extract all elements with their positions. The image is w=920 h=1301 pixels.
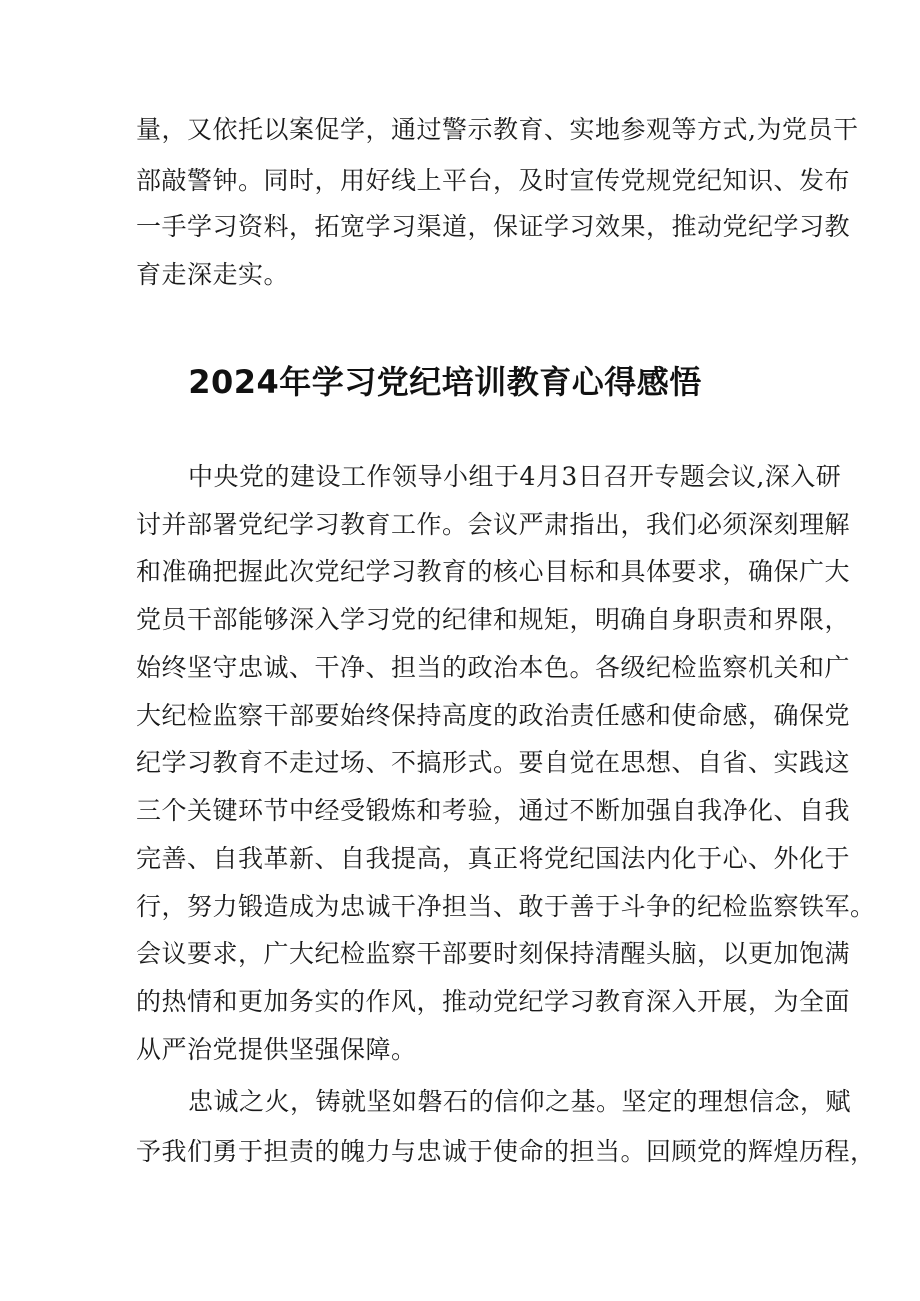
paragraph-top-line: 一手学习资料，拓宽学习渠道，保证学习效果，推动党纪学习教 xyxy=(136,212,851,241)
paragraph-1-line: 大纪检监察干部要始终保持高度的政治责任感和使命感，确保党 xyxy=(136,701,851,730)
document-title-text: 2024年学习党纪培训教育心得感悟 xyxy=(188,363,702,401)
paragraph-1-line: 会议要求，广大纪检监察干部要时刻保持清醒头脑，以更加饱满 xyxy=(136,939,851,968)
paragraph-1-line: 讨并部署党纪学习教育工作。会议严肃指出，我们必须深刻理解 xyxy=(136,510,851,539)
document-title xyxy=(0,360,920,404)
paragraph-2-line: 予我们勇于担责的魄力与忠诚于使命的担当。回顾党的辉煌历程， xyxy=(136,1137,876,1166)
paragraph-1-line: 行，努力锻造成为忠诚干净担当、敢于善于斗争的纪检监察铁军。 xyxy=(136,892,876,921)
paragraph-1-line: 中央党的建设工作领导小组于4月3日召开专题会议,深入研 xyxy=(188,462,842,491)
paragraph-1-line: 完善、自我革新、自我提高，真正将党纪国法内化于心、外化于 xyxy=(136,844,851,873)
paragraph-1-line: 党员干部能够深入学习党的纪律和规矩，明确自身职责和界限， xyxy=(136,605,851,634)
paragraph-1-line: 纪学习教育不走过场、不搞形式。要自觉在思想、自省、实践这 xyxy=(136,748,851,777)
paragraph-1-line: 和准确把握此次党纪学习教育的核心目标和具体要求，确保广大 xyxy=(136,557,851,586)
paragraph-1-line: 始终坚守忠诚、干净、担当的政治本色。各级纪检监察机关和广 xyxy=(136,653,851,682)
paragraph-2-line: 忠诚之火，铸就坚如磐石的信仰之基。坚定的理想信念，赋 xyxy=(188,1087,852,1116)
paragraph-1-line: 的热情和更加务实的作风，推动党纪学习教育深入开展，为全面 xyxy=(136,987,851,1016)
paragraph-top-line: 育走深走实。 xyxy=(136,260,290,289)
paragraph-1-line: 三个关键环节中经受锻炼和考验，通过不断加强自我净化、自我 xyxy=(136,796,851,825)
paragraph-1-line: 从严治党提供坚强保障。 xyxy=(136,1035,417,1064)
paragraph-top-line: 量，又依托以案促学，通过警示教育、实地参观等方式,为党员干 xyxy=(136,115,859,144)
paragraph-top-line: 部敲警钟。同时，用好线上平台，及时宣传党规党纪知识、发布 xyxy=(136,166,851,195)
